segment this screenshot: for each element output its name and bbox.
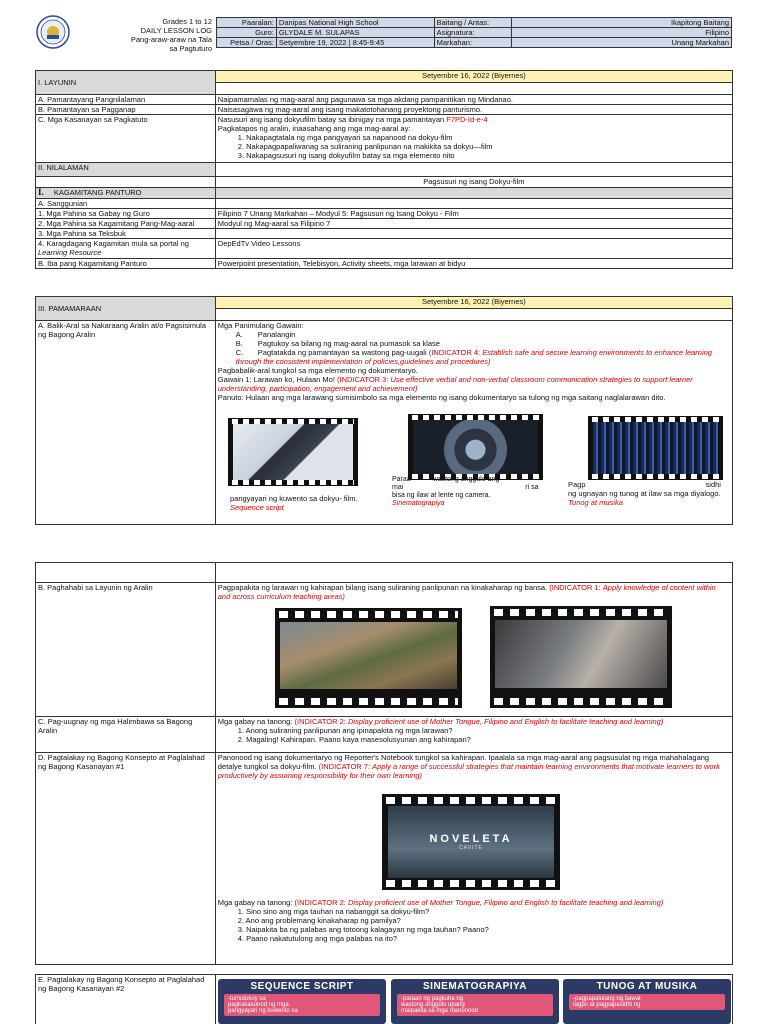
film-strip-image-poverty-1: [275, 608, 462, 708]
caption-sinematograpiya: [392, 476, 552, 508]
kasanayan-content: [215, 115, 732, 163]
nilalaman-heading: II. NILALAMAN: [36, 163, 216, 177]
caption-answer: Tunog at musika: [568, 498, 623, 507]
pamantayang-pangnilalaman-label: A. Pamantayang Pangnilalaman: [36, 95, 216, 105]
card-line: pagkakasunod ng mga: [228, 1002, 289, 1008]
caption-text: bisa ng ilaw at lente ng camera.: [392, 492, 491, 499]
gawain-letter: A.: [235, 330, 243, 339]
table3-top-blank-right: [215, 563, 732, 583]
film-strip-image-sound: [588, 416, 723, 480]
paghahabi-text: Pagpapakita ng larawan ng kahirapan bilang isang suliraning panlipunan na kinakaharap ng bansa.: [217, 583, 548, 592]
lesson-plan-table-1: [35, 70, 733, 269]
panuto-text: Panuto: Hulaan ang mga larawang sumisimbolo sa mga elemento ng isang dokumentaryo sa tulong ng mga saitang naglalarawan dito.: [217, 393, 666, 402]
kagamitan-heading: [36, 188, 216, 199]
card-title: SEQUENCE SCRIPT: [250, 981, 354, 992]
indicator-1-tag: (INDICATOR 1:: [549, 583, 601, 592]
pagtalakay-2-label: E. Pagtalakay ng Bagong Konsepto at Paglalahad ng Bagong Kasanayan #2: [36, 975, 216, 1024]
gawain-1-line: [218, 375, 730, 393]
caption-sequence-script: [230, 494, 370, 512]
nilalaman-blank: [215, 163, 732, 177]
pamantayan-pagganap-value: Naisasagawa ng mag-aaral ang isang makatotohanang proyektong panturismo.: [215, 105, 732, 115]
balik-aral-text: Pagbabalik-aral tungkol sa mga elemento ng dokumentaryo.: [217, 366, 418, 375]
caption-answer: Sequence script: [230, 503, 284, 512]
teksbuk-value: [215, 229, 732, 239]
layunin-date-blank: [215, 83, 732, 95]
paghahabi-label: B. Paghahabi sa Layunin ng Aralin: [36, 583, 216, 717]
caption-fragment: sidhi: [705, 480, 721, 489]
indicator-1-text: Apply knowledge of content within and across curriculum teaching areas): [217, 583, 716, 601]
subject-value: Filipino: [512, 28, 732, 38]
card-sinematograpiya: [391, 979, 559, 1024]
subject-label: Asignatura:: [434, 28, 512, 38]
pamamaraan-heading: III. PAMAMARAAN: [36, 297, 216, 321]
gawain-1-title: Gawain 1: Larawan ko, Hulaan Mo!: [217, 375, 335, 384]
gabay-guro-label: 1. Mga Pahina sa Gabay ng Guro: [36, 209, 216, 219]
gabay-na-tanong-label: Mga gabay na tanong:: [217, 898, 293, 907]
video-subtitle: CAVITE: [459, 845, 483, 851]
header-info-table: [216, 17, 732, 48]
kasanayan-item: 2. Nakapagpapaliwanag sa suliraning panlipunan na makikita sa dokyu—film: [237, 142, 493, 151]
indicator-7-text: Apply a range of successful strategies that maintain learning environments that motivate learners to work productively by assuming responsibility for their own learning): [217, 762, 720, 780]
log-subtitle-2: sa Pagtuturo: [169, 44, 212, 53]
panimulang-gawain-list: [218, 330, 730, 366]
caption-line: [568, 480, 730, 489]
caption-fragment: wastong anggulo: [432, 476, 486, 483]
caption-line: [392, 476, 552, 484]
caption-tunog-musika: [568, 480, 730, 507]
gawain-text: Pagtatakda ng pamantayan sa wastong pag-uugali: [257, 348, 427, 357]
caption-fragment: Pagp: [568, 480, 586, 489]
indicator-2-tag: (INDICATOR 2:: [294, 898, 346, 907]
kasanayan-list: [218, 133, 730, 160]
karagdagang-kagamitan-value: DepEdTv Video Lessons: [215, 239, 732, 259]
indicator-3-tag: (INDICATOR 3:: [337, 375, 389, 384]
log-title: DAILY LESSON LOG: [140, 26, 212, 35]
card-tunog-musika: [563, 979, 731, 1024]
indicator-4-text: Establish safe and secure learning environments to enhance learning through the consistent implementation of policies,guidelines and procedures): [235, 348, 712, 366]
film-strip-image-script: [228, 418, 358, 486]
gawain-text: Panalangin: [257, 330, 296, 339]
film-strip-image-poverty-2: [490, 606, 672, 708]
date-time-label: Petsa / Oras:: [217, 38, 277, 48]
pag-uugnay-list: [218, 726, 730, 744]
teksbuk-label: 3. Mga Pahina sa Teksbuk: [36, 229, 216, 239]
iba-pang-kagamitan-label: B. Iba pang Kagamitang Panturo: [36, 259, 216, 269]
pagtalakay-1-label: D. Pagtalakay ng Bagong Konsepto at Paglalahad ng Bagong Kasanayan #1: [36, 753, 216, 965]
indicator-4-tag: (INDICATOR 4:: [428, 348, 481, 357]
caption-fragment: Paraa: [392, 476, 411, 483]
card-body: [569, 994, 725, 1010]
table3-top-blank-left: [36, 563, 216, 583]
card-line: -pagpapalutang ng bawat: [573, 996, 641, 1002]
card-line: tagpo at pagpapasidhi ng: [573, 1002, 641, 1008]
iba-pang-kagamitan-value: Powerpoint presentation, Telebisyon, Activity sheets, mga larawan at bidyu: [215, 259, 732, 269]
card-sequence-script: [218, 979, 386, 1024]
video-title: NOVELETA: [429, 833, 513, 845]
sanggunian-value: [215, 199, 732, 209]
kasanayan-code: F7PD-Id-e-4: [446, 115, 488, 124]
indicator-3-text: Use effective verbal and non-verbal classroom communication strategies to support learner understanding, participation, engagement and achievement): [217, 375, 693, 393]
school-label: Paaralan:: [217, 18, 277, 28]
pag-uugnay-content: [215, 717, 732, 753]
caption-line: [392, 484, 552, 492]
layunin-heading: [36, 71, 216, 95]
nilalaman-content: Pagsusuri ng isang Dokyu-film: [215, 177, 732, 188]
kasanayan-label: C. Mga Kasanayan sa Pagkatuto: [36, 115, 216, 163]
gawain-letter: C.: [235, 348, 244, 357]
teacher-label: Guro:: [217, 28, 277, 38]
pagtalakay-1-text: Panonood ng isang dokumentaryo ng Reporter's Notebook tungkol sa kahirapan. Ipaalala sa mga mag-aaral ang pagsusulat ng mga mahahalagang detalye tungkol sa dokyu-film.: [217, 753, 710, 771]
gawain-item: [236, 330, 730, 339]
card-line: wastong anggulo upang: [401, 1002, 465, 1008]
caption-fragment: mai: [392, 484, 404, 491]
teacher-value: GLYDALE M. SULAPAS: [276, 28, 434, 38]
gabay-na-tanong-label: Mga gabay na tanong:: [217, 717, 293, 726]
pamamaraan-date-blank: [215, 309, 732, 321]
gawain-item: [236, 348, 730, 366]
card-title: TUNOG AT MUSIKA: [596, 981, 698, 992]
tanong-item: 1. Sino sino ang mga tauhan na nabanggit sa dokyu-film?: [237, 907, 430, 916]
kagamitan-title: KAGAMITANG PANTURO: [53, 188, 142, 197]
karagdagang-label-line2: Learning Resource: [38, 248, 102, 257]
sanggunian-label: A. Sanggunian: [36, 199, 216, 209]
gawain-text: Pagtukoy sa bilang ng mag-aaral na pumasok sa klase: [257, 339, 440, 348]
balik-aral-label: A. Balik-Aral sa Nakaraang Aralin at/o Pagsisimula ng Bagong Aralin: [36, 321, 216, 525]
layunin-title: I. LAYUNIN: [38, 78, 77, 87]
film-strip-image-camera: [408, 414, 543, 480]
tanong-item: 3. Naipakita ba ng palabas ang totoong kalagayan ng mga tauhan? Paano?: [237, 925, 489, 934]
card-line: pangyayari ng kuwento sa: [228, 1008, 298, 1014]
kagamitang-mag-aaral-label: 2. Mga Pahina sa Kagamitang Pang-Mag-aaral: [36, 219, 216, 229]
card-title: SINEMATOGRAPIYA: [423, 981, 527, 992]
lesson-log-title-block: [90, 17, 212, 53]
grade-level-label: Baitang / Antas:: [434, 18, 512, 28]
school-value: Danipas National High School: [276, 18, 434, 28]
caption-text: pangyayari ng kuwento sa dokyu- film.: [230, 494, 358, 503]
date-time-value: Setyembre 19, 2022 | 8:45-9:45: [276, 38, 434, 48]
card-line: maipakita sa mga manonood: [401, 1008, 479, 1014]
kagamitan-roman: I.: [38, 187, 44, 197]
caption-text: ng ugnayan ng tunog at ilaw sa mga diyalogo.: [568, 489, 721, 498]
film-strip-video-noveleta: [382, 794, 560, 890]
indicator-7-tag: (INDICATOR 7:: [318, 762, 371, 771]
quarter-value: Unang Markahan: [512, 38, 732, 48]
caption-fragment: ang: [487, 476, 500, 483]
layunin-date: Setyembre 16, 2022 (Biyernes): [215, 71, 732, 83]
gabay-guro-value: Filipino 7 Unang Markahan – Modyul 5: Pagsusuri ng Isang Dokyu - Film: [215, 209, 732, 219]
pamamaraan-date: Setyembre 16, 2022 (Biyernes): [215, 297, 732, 309]
grades-label: Grades 1 to 12: [162, 17, 212, 26]
kagamitan-heading-blank: [215, 188, 732, 199]
panimulang-gawain-label: Mga Panimulang Gawain:: [217, 321, 304, 330]
kasanayan-item: 1. Nakapagtatala ng mga pangyayari sa napanood na dokyu-film: [237, 133, 453, 142]
card-line: -paraan ng pagkuha ng: [401, 996, 464, 1002]
pamantayan-pagganap-label: B. Pamantayan sa Pagganap: [36, 105, 216, 115]
card-body: [397, 994, 553, 1016]
kagamitang-mag-aaral-value: Modyul ng Mag-aaral sa Filipino 7: [215, 219, 732, 229]
gawain-letter: B.: [235, 339, 243, 348]
nilalaman-left-blank: [36, 177, 216, 188]
pag-uugnay-label: C. Pag-uugnay ng mga Halimbawa sa Bagong Aralin: [36, 717, 216, 753]
tanong-item: 1. Anong suliraning panlipunan ang ipinapakita ng mga larawan?: [237, 726, 453, 735]
caption-answer: Sinematograpiya: [392, 500, 445, 507]
kasanayan-line1: Nasusuri ang isang dokyufilm batay sa ibinigay na mga pamantayan: [217, 115, 445, 124]
card-line: -tumutukoy sa: [228, 996, 266, 1002]
tanong-item: 2. Magaling! Kahirapan. Paano kaya masesolusyunan ang kahirapan?: [237, 735, 471, 744]
indicator-2-text: Display proficient use of Mother Tongue, Filipino and English to facilitate teaching and learning): [348, 717, 664, 726]
tanong-item: 2. Ano ang problemang kinakaharap ng pamilya?: [237, 916, 401, 925]
karagdagang-label-line1: 4. Karagdagang Kagamitan mula sa portal ng: [38, 239, 189, 248]
grade-level-value: Ikapitong Baitang: [512, 18, 732, 28]
karagdagang-kagamitan-label: [36, 239, 216, 259]
tanong-item: 4. Paano nakatutulong ang mga palabas na ito?: [237, 934, 398, 943]
indicator-2-text: Display proficient use of Mother Tongue, Filipino and English to facilitate teaching and learning): [348, 898, 664, 907]
pagtalakay-1-list: [218, 907, 730, 943]
kasanayan-item: 3. Nakapagsusuri ng isang dokyufilm batay sa mga elemento nito: [237, 151, 455, 160]
indicator-2-tag: (INDICATOR 2:: [294, 717, 346, 726]
caption-fragment: ri sa: [525, 484, 539, 491]
kasanayan-line2: Pagkatapos ng aralin, inaasahang ang mga mag-aaral ay:: [217, 124, 411, 133]
quarter-label: Markahan:: [434, 38, 512, 48]
deped-seal-logo: [36, 15, 70, 49]
gawain-item: [236, 339, 730, 348]
log-subtitle-1: Pang-araw-araw na Tala: [130, 35, 212, 44]
pamantayang-pangnilalaman-value: Naipamamalas ng mag-aaral ang pagunawa sa mga akdang pampanitikan ng Mindanao.: [215, 95, 732, 105]
card-body: [224, 994, 380, 1016]
